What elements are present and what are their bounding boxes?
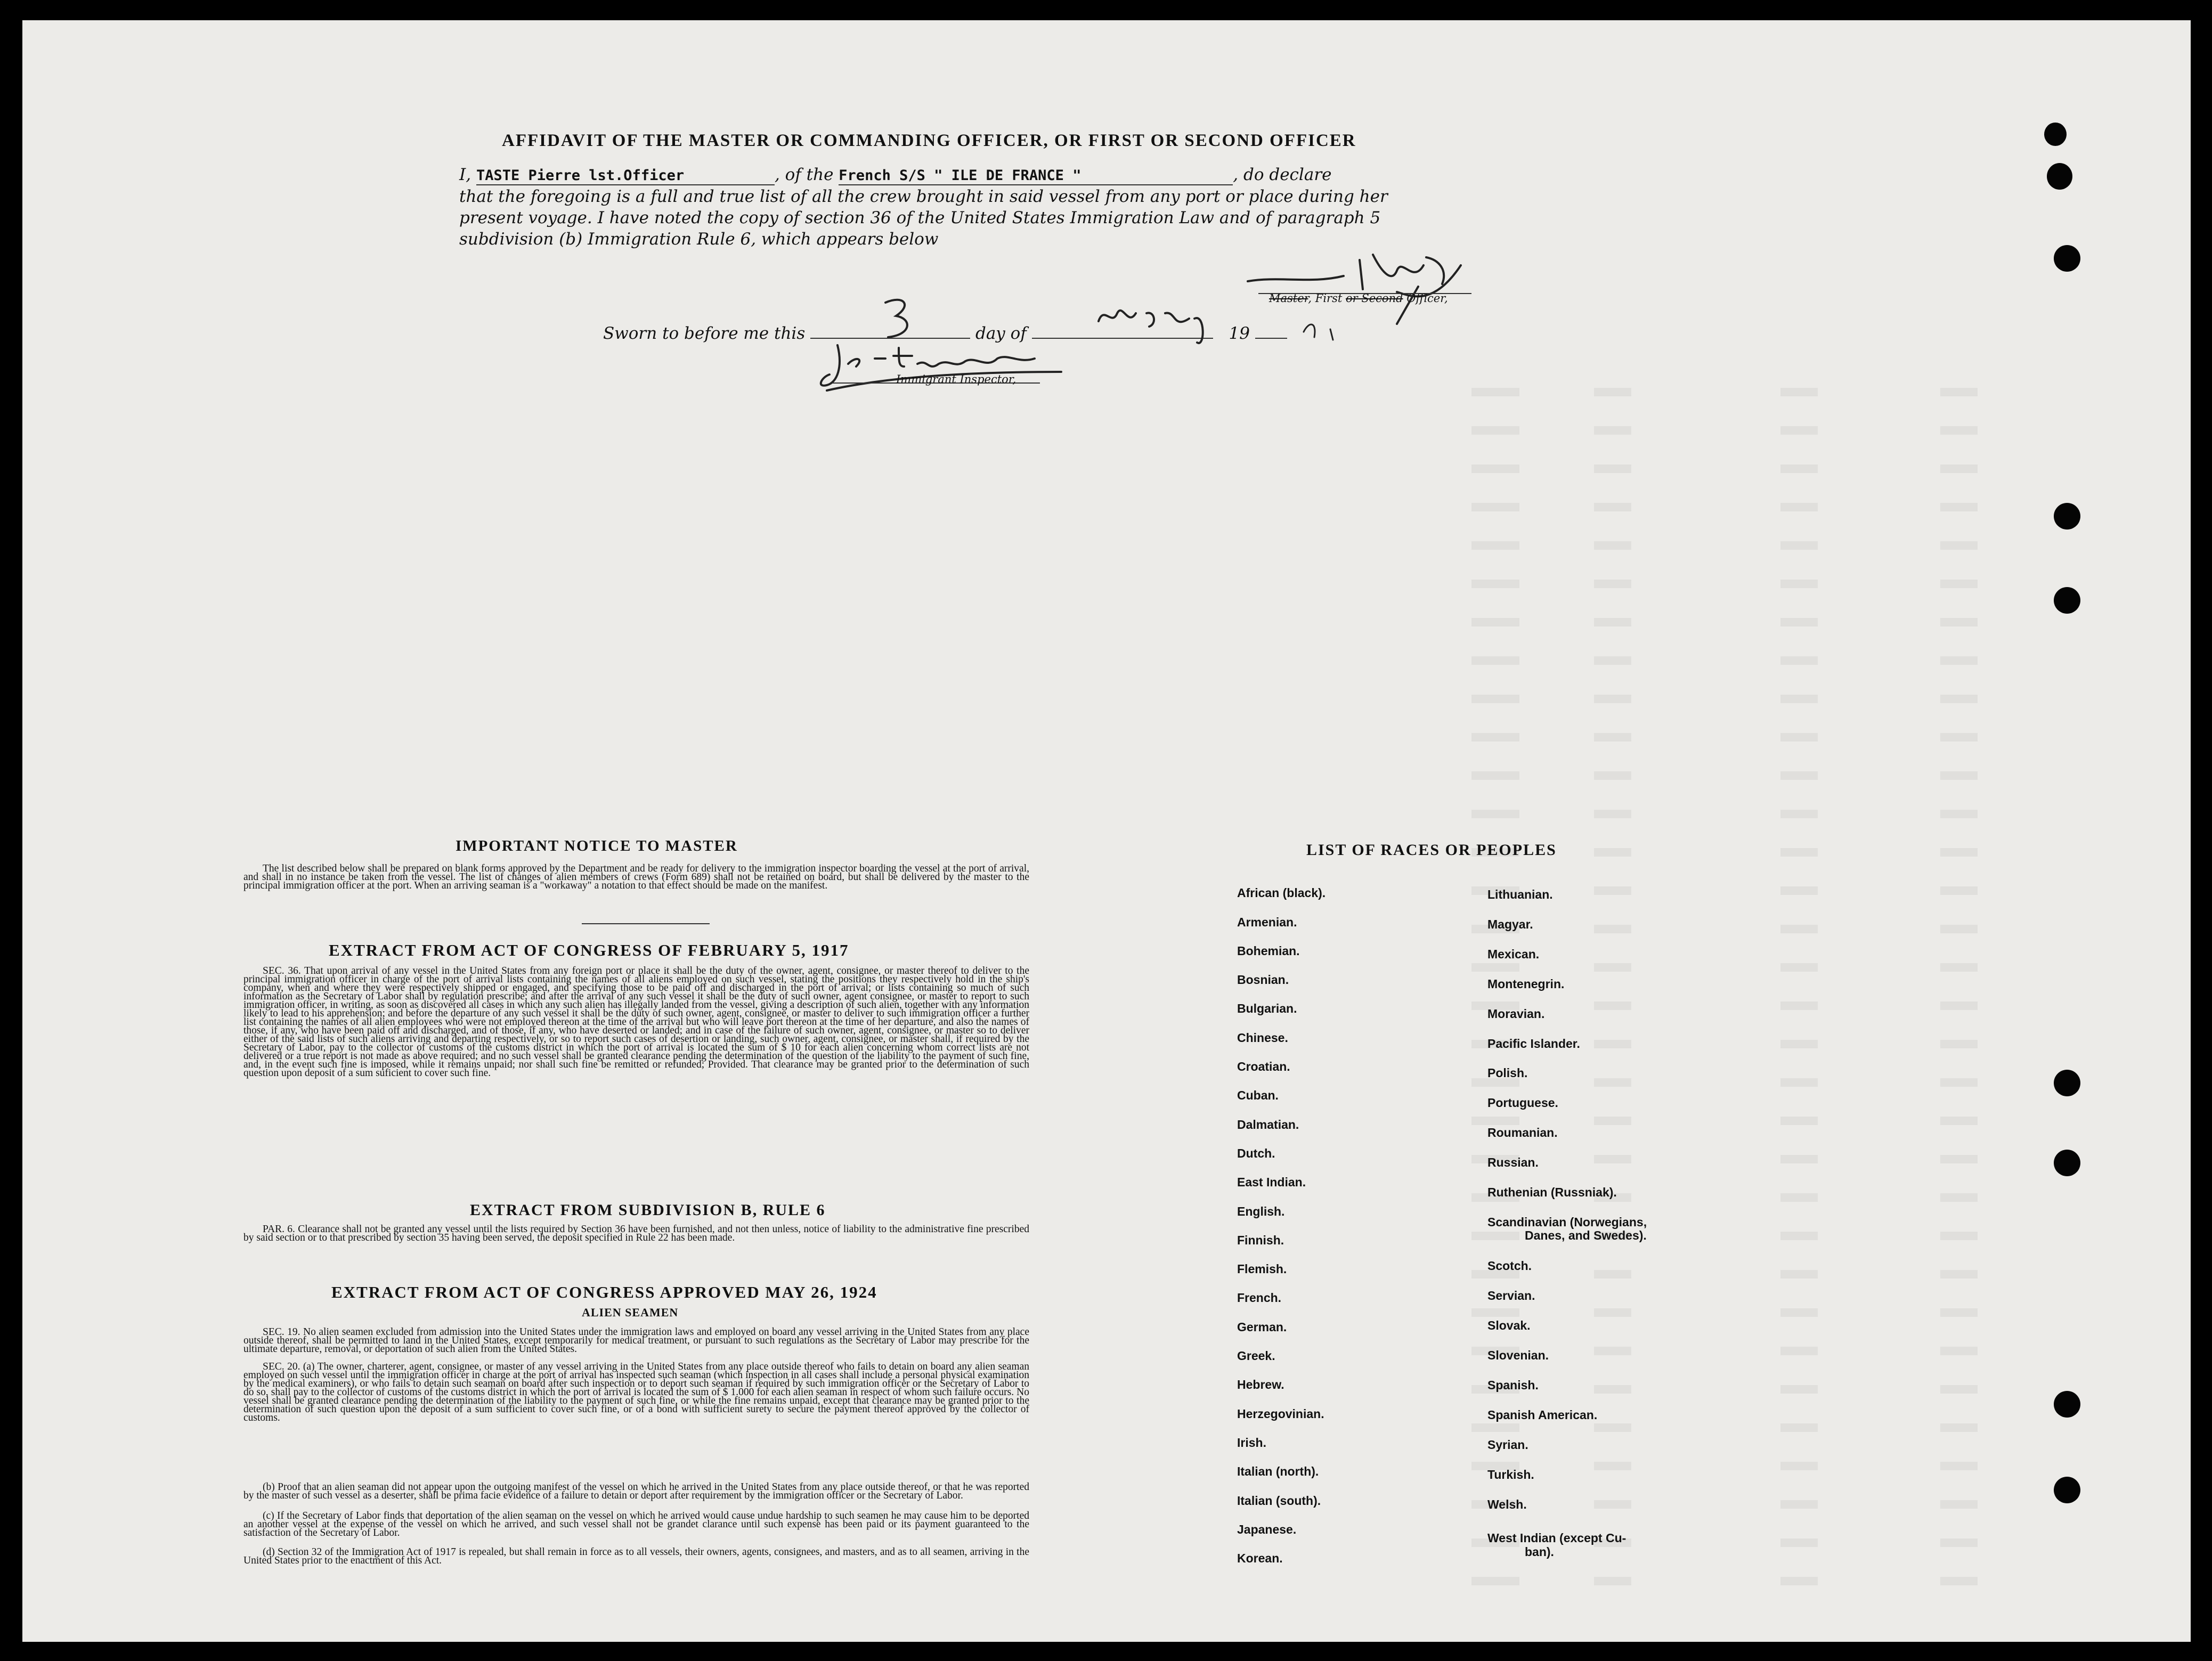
- bleed-through-mark: [1940, 925, 1978, 933]
- year-prefix: 19: [1229, 324, 1250, 343]
- bleed-through-mark: [1780, 810, 1818, 818]
- punch-hole: [2054, 1150, 2080, 1176]
- bleed-through-mark: [1594, 618, 1631, 626]
- punch-hole: [2044, 123, 2067, 146]
- race-item: Chinese.: [1237, 1031, 1288, 1045]
- bleed-through-mark: [1940, 963, 1978, 972]
- bleed-through-mark: [1594, 1117, 1631, 1125]
- bleed-through-mark: [1594, 1078, 1631, 1087]
- rule-6-title: EXTRACT FROM SUBDIVISION B, RULE 6: [470, 1201, 826, 1219]
- bleed-through-mark: [1594, 1270, 1631, 1279]
- bleed-through-mark: [1780, 925, 1818, 933]
- bleed-through-mark: [1471, 541, 1519, 550]
- bleed-through-mark: [1594, 1347, 1631, 1355]
- race-item: Spanish.: [1487, 1378, 1539, 1392]
- bleed-through-mark: [1594, 771, 1631, 780]
- race-item: East Indian.: [1237, 1175, 1306, 1189]
- bleed-through-mark: [1471, 1423, 1519, 1432]
- race-item: French.: [1237, 1291, 1282, 1305]
- race-item: Herzegovinian.: [1237, 1407, 1324, 1421]
- race-item: Slovak.: [1487, 1318, 1531, 1332]
- punch-hole: [2054, 587, 2080, 614]
- bleed-through-mark: [1940, 1270, 1978, 1279]
- bleed-through-mark: [1780, 848, 1818, 857]
- bleed-through-mark: [1940, 848, 1978, 857]
- notice-title: IMPORTANT NOTICE TO MASTER: [456, 837, 738, 854]
- race-item: African (black).: [1237, 886, 1326, 900]
- races-title: LIST OF RACES OR PEOPLES: [1306, 841, 1557, 859]
- bleed-through-mark: [1940, 426, 1978, 435]
- bleed-through-mark: [1594, 656, 1631, 665]
- bleed-through-mark: [1940, 1385, 1978, 1394]
- race-item: Hebrew.: [1237, 1378, 1284, 1391]
- race-item: Dalmatian.: [1237, 1118, 1299, 1131]
- race-item: Cuban.: [1237, 1088, 1279, 1102]
- bleed-through-mark: [1940, 1347, 1978, 1355]
- bleed-through-mark: [1780, 1462, 1818, 1470]
- sec-20d-text: (d) Section 32 of the Immigration Act of 1917 is repealed, but shall remain in force as to all vessels, their owners, agents, consignees, and masters, and as to all seamen, arriving in the United States prior to the enactment of this Act.: [243, 1546, 1029, 1566]
- affidavit-declaration-line: [459, 165, 1471, 185]
- bleed-through-mark: [1471, 618, 1519, 626]
- bleed-through-mark: [1780, 963, 1818, 972]
- race-item: Moravian.: [1487, 1007, 1545, 1021]
- race-item: Armenian.: [1237, 915, 1297, 929]
- bleed-through-mark: [1780, 1002, 1818, 1010]
- race-item: West Indian (except Cu-: [1487, 1531, 1627, 1545]
- bleed-through-mark: [1594, 886, 1631, 895]
- bleed-through-mark: [1940, 1232, 1978, 1240]
- bleed-through-mark: [1940, 695, 1978, 703]
- alien-seamen-subtitle: ALIEN SEAMEN: [582, 1306, 679, 1319]
- bleed-through-mark: [1471, 580, 1519, 588]
- bleed-through-mark: [1471, 810, 1519, 818]
- bleed-through-mark: [1594, 848, 1631, 857]
- bleed-through-mark: [1471, 503, 1519, 511]
- bleed-through-mark: [1594, 1500, 1631, 1509]
- bleed-through-mark: [1594, 695, 1631, 703]
- bleed-through-mark: [1940, 656, 1978, 665]
- race-item: Italian (south).: [1237, 1494, 1321, 1508]
- bleed-through-mark: [1594, 465, 1631, 473]
- race-item: German.: [1237, 1320, 1287, 1334]
- affidavit-text: , do declare: [1233, 165, 1332, 184]
- vessel-field: [839, 165, 1233, 185]
- bleed-through-mark: [1940, 733, 1978, 742]
- punch-hole: [2054, 245, 2080, 272]
- name-field: [476, 165, 775, 185]
- bleed-through-mark: [1471, 963, 1519, 972]
- bleed-through-mark: [1780, 388, 1818, 396]
- punch-hole: [2047, 163, 2072, 190]
- bleed-through-mark: [1780, 1577, 1818, 1585]
- bleed-through-mark: [1780, 695, 1818, 703]
- bleed-through-mark: [1940, 541, 1978, 550]
- bleed-through-mark: [1471, 1117, 1519, 1125]
- bleed-through-mark: [1780, 1078, 1818, 1087]
- bleed-through-mark: [1780, 426, 1818, 435]
- bleed-through-mark: [1780, 1500, 1818, 1509]
- bleed-through-mark: [1940, 1577, 1978, 1585]
- punch-hole: [2054, 1391, 2080, 1418]
- race-item: Polish.: [1487, 1066, 1528, 1080]
- bleed-through-mark: [1940, 1078, 1978, 1087]
- act-1917-title: EXTRACT FROM ACT OF CONGRESS OF FEBRUARY 5, 1917: [329, 941, 849, 959]
- bleed-through-mark: [1471, 733, 1519, 742]
- bleed-through-mark: [1780, 1155, 1818, 1163]
- race-item: ban).: [1525, 1545, 1554, 1559]
- race-item: Irish.: [1237, 1436, 1266, 1450]
- bleed-through-mark: [1594, 1040, 1631, 1048]
- race-item: Spanish American.: [1487, 1408, 1598, 1422]
- bleed-through-mark: [1780, 1423, 1818, 1432]
- punch-hole: [2054, 503, 2080, 530]
- affidavit-text: I,: [459, 165, 471, 184]
- bleed-through-mark: [1780, 580, 1818, 588]
- bleed-through-mark: [1940, 618, 1978, 626]
- bleed-through-mark: [1594, 426, 1631, 435]
- bleed-through-mark: [1940, 771, 1978, 780]
- race-item: Magyar.: [1487, 917, 1533, 931]
- divider: [582, 923, 710, 924]
- bleed-through-mark: [1471, 465, 1519, 473]
- bleed-through-mark: [1780, 886, 1818, 895]
- race-item: Croatian.: [1237, 1060, 1290, 1073]
- bleed-through-mark: [1471, 426, 1519, 435]
- struck-text: or Second: [1346, 292, 1403, 305]
- vessel-name-typed: French S/S " ILE DE FRANCE ": [839, 167, 1081, 184]
- bleed-through-mark: [1594, 1423, 1631, 1432]
- race-item: Servian.: [1487, 1289, 1535, 1302]
- bleed-through-mark: [1780, 1538, 1818, 1547]
- affidavit-text: present voyage. I have noted the copy of section 36 of the United States Immigration Law and of paragraph 5: [459, 208, 1381, 227]
- bleed-through-mark: [1940, 1500, 1978, 1509]
- bleed-through-mark: [1594, 1308, 1631, 1317]
- bleed-through-mark: [1471, 388, 1519, 396]
- bleed-through-mark: [1471, 1232, 1519, 1240]
- struck-text: Master: [1269, 292, 1308, 305]
- race-item: Welsh.: [1487, 1497, 1527, 1511]
- inspector-signature: [806, 335, 1083, 404]
- bleed-through-mark: [1940, 1155, 1978, 1163]
- bleed-through-mark: [1940, 1308, 1978, 1317]
- affidavit-title: AFFIDAVIT OF THE MASTER OR COMMANDING OFFICER, OR FIRST OR SECOND OFFICER: [502, 131, 1356, 150]
- inspector-label: Immigrant Inspector,: [896, 373, 1016, 386]
- bleed-through-mark: [1594, 733, 1631, 742]
- race-item: Ruthenian (Russniak).: [1487, 1185, 1617, 1199]
- bleed-through-mark: [1940, 1462, 1978, 1470]
- race-item: Italian (north).: [1237, 1464, 1319, 1478]
- bleed-through-mark: [1780, 1270, 1818, 1279]
- bleed-through-mark: [1940, 1538, 1978, 1547]
- bleed-through-mark: [1940, 1117, 1978, 1125]
- race-item: Scandinavian (Norwegians,: [1487, 1215, 1647, 1229]
- bleed-through-mark: [1594, 388, 1631, 396]
- bleed-through-mark: [1780, 503, 1818, 511]
- officer-name-typed: TASTE Pierre lst.Officer: [476, 167, 685, 184]
- bleed-through-mark: [1780, 541, 1818, 550]
- act-1917-body: SEC. 36. That upon arrival of any vessel in the United States from any foreign port or place it shall be the duty of the owner, agent, consignee, or master thereof to deliver to the principal immigration officer in charge of the port of arrival lists containing the names of all aliens employed on such vessel, stating the positions they respectively hold in the ship's company, when and where they were respectively shipped or engaged, and specifying those to be paid off and discharged in the port of arrival; or lists containing so much of such information as the Secretary of Labor shall by regulation prescribe; and after the arrival of any such vessel it shall be the duty of such owner, agent consignee, or master to report to such immigration officer, in writing, as soon as discovered all cases in which any such alien has illegally landed from the vessel, giving a description of such alien, together with any information likely to lead to his apprehension; and before the departure of any such vessel it shall be the duty of such owner, agent, consignee, or master to deliver to such immigration officer a further list containing the names of all alien employees who were not employed thereon at the time of the arrival but who will leave port thereon at the time of her departure, and also the names of those, if any, who have been paid off and discharged, and of those, if any, who have deserted or landed; and in case of the failure of such owner, agent, consignee, or master so to deliver either of the said lists of such aliens arriving and departing respectively, or so to report such cases of desertion or landing, such owner, agent, consignee, or master shall, if required by the Secretary of Labor, pay to the collector of customs of the customs district in which the port of arrival is located the sum of $ 10 for each alien concerning whom correct lists are not delivered or a true report is not made as above required; and no such vessel shall be granted clearance pending the determination of the question of the liability to the payment of such fine, and, in the event such fine is imposed, while it remains unpaid; nor shall such fine be remitted or refunded; Provided. That clearance may be granted prior to the determination of such question upon deposit of a sum suficient to cover such fine.: [243, 965, 1029, 1079]
- bleed-through-mark: [1780, 656, 1818, 665]
- bleed-through-mark: [1940, 886, 1978, 895]
- race-item: Turkish.: [1487, 1468, 1534, 1481]
- bleed-through-mark: [1940, 1193, 1978, 1202]
- affidavit-text: , of the: [774, 165, 834, 184]
- punch-hole: [2054, 1477, 2080, 1503]
- rule-6-body: PAR. 6. Clearance shall not be granted any vessel until the lists required by Section 36 have been furnished, and not then unless, notice of liability to the administrative fine prescribed by said section or to that prescribed by section 35 having been served, the deposit specified in Rule 22 has been made.: [243, 1224, 1029, 1243]
- act-1924-title: EXTRACT FROM ACT OF CONGRESS APPROVED MAY 26, 1924: [331, 1283, 877, 1301]
- day-of-label: day of: [975, 324, 1027, 343]
- bleed-through-mark: [1471, 695, 1519, 703]
- bleed-through-mark: [1780, 771, 1818, 780]
- bleed-through-mark: [1780, 1232, 1818, 1240]
- race-item: Portuguese.: [1487, 1096, 1558, 1110]
- bleed-through-mark: [1780, 1308, 1818, 1317]
- bleed-through-mark: [1780, 1385, 1818, 1394]
- race-item: Dutch.: [1237, 1146, 1275, 1160]
- race-item: Flemish.: [1237, 1262, 1287, 1276]
- bleed-through-mark: [1940, 1423, 1978, 1432]
- bleed-through-mark: [1594, 1462, 1631, 1470]
- race-item: Japanese.: [1237, 1522, 1297, 1536]
- race-item: Scotch.: [1487, 1259, 1532, 1273]
- race-item: Montenegrin.: [1487, 977, 1565, 991]
- punch-hole: [2054, 1070, 2080, 1096]
- bleed-through-mark: [1940, 1040, 1978, 1048]
- sec-20c-text: (c) If the Secretary of Labor finds that deportation of the alien seaman on the vessel on which he arrived would cause undue hardship to such seamen he may cause him to be deported an another vessel at the expense of the vessel on which he arrived, and such vessel shall not be grandet clarance until such expense has been paid or its payment guaranteed to the satisfaction of the Secretary of Labor.: [243, 1510, 1029, 1538]
- race-item: Greek.: [1237, 1349, 1275, 1363]
- bleed-through-mark: [1780, 733, 1818, 742]
- bleed-through-mark: [1594, 503, 1631, 511]
- bleed-through-mark: [1594, 541, 1631, 550]
- race-item: Korean.: [1237, 1551, 1283, 1565]
- race-item: Finnish.: [1237, 1233, 1284, 1247]
- race-item: Slovenian.: [1487, 1348, 1549, 1362]
- bleed-through-mark: [1940, 1002, 1978, 1010]
- bleed-through-mark: [1594, 1002, 1631, 1010]
- bleed-through-mark: [1780, 618, 1818, 626]
- bleed-through-mark: [1594, 580, 1631, 588]
- bleed-through-mark: [1780, 1040, 1818, 1048]
- bleed-through-mark: [1940, 465, 1978, 473]
- sec-20b-text: (b) Proof that an alien seaman did not appear upon the outgoing manifest of the vessel on which he arrived in the United States from any place outside thereof, or that he was reported by the master of such vessel as a deserter, shall be prima facie evidence of a failure to detain or deport after requirement by the immigration officer or the Secretary of Labor.: [243, 1481, 1029, 1501]
- caption-text: Officer,: [1406, 292, 1448, 305]
- bleed-through-mark: [1594, 963, 1631, 972]
- bleed-through-mark: [1780, 1117, 1818, 1125]
- bleed-through-mark: [1780, 1347, 1818, 1355]
- sec-20a-text: SEC. 20. (a) The owner, charterer, agent, consignee, or master of any vessel arriving in the United States from any place outside thereof who fails to detain on board any alien seaman employed on such vessel until the immigration officer in charge at the port of arrival has inspected such seaman (which inspection in all cases shall include a personal physical examination by the medical examiners), or who fails to detain such seaman on board after such inspection or to deport such seaman if required by such immigration officer or the Secretary of Labor to do so, shall pay to the collector of customs of the customs district in which the port of arrival is located the sum of $ 1.000 for each alien seaman in respect of whom such failure occurs. No vessel shall be granted clearance pending the determination of the liability to the payment of such fine, or while the fine remains unpaid, except that clearance may be granted prior to the determination of such question upon the deposit of a sum sufficient to cover such fine, or of a bond with sufficient surety to secure the payment thereof approved by the collector of customs.: [243, 1361, 1029, 1423]
- bleed-through-mark: [1594, 1385, 1631, 1394]
- bleed-through-mark: [1940, 580, 1978, 588]
- bleed-through-mark: [1594, 810, 1631, 818]
- bleed-through-mark: [1594, 925, 1631, 933]
- bleed-through-mark: [1471, 1577, 1519, 1585]
- bleed-through-mark: [1471, 771, 1519, 780]
- race-item: Lithuanian.: [1487, 888, 1553, 901]
- affidavit-text: subdivision (b) Immigration Rule 6, which appears below: [459, 230, 939, 249]
- race-item: English.: [1237, 1204, 1285, 1218]
- bleed-through-mark: [1940, 388, 1978, 396]
- bleed-through-mark: [1471, 1308, 1519, 1317]
- bleed-through-mark: [1780, 465, 1818, 473]
- bleed-through-mark: [1471, 656, 1519, 665]
- bleed-through-mark: [1594, 1577, 1631, 1585]
- bleed-through-mark: [1780, 1193, 1818, 1202]
- race-item: Roumanian.: [1487, 1126, 1558, 1139]
- race-item: Russian.: [1487, 1155, 1539, 1169]
- notice-body: The list described below shall be prepared on blank forms approved by the Department and be ready for delivery to the immigration inspector boarding the vessel at the port of arrival, and shall in no instance be taken from the vessel. The list of changes of alien members of crews (Form 689) shall not be retained on board, but shall be delivered by the master to the principal immigration officer at the port. When an arriving seaman is a "workaway" a notation to that effect should be made on the manifest.: [243, 863, 1029, 891]
- race-item: Pacific Islander.: [1487, 1037, 1580, 1051]
- race-item: Bulgarian.: [1237, 1002, 1297, 1015]
- caption-text: , First: [1308, 292, 1343, 305]
- race-item: Bohemian.: [1237, 944, 1300, 958]
- race-item: Syrian.: [1487, 1438, 1528, 1452]
- race-item: Danes, and Swedes).: [1525, 1228, 1647, 1242]
- bleed-through-mark: [1940, 503, 1978, 511]
- document-page: [22, 20, 2191, 1642]
- race-item: Bosnian.: [1237, 973, 1289, 987]
- affidavit-text: that the foregoing is a full and true list of all the crew brought in said vessel from any port or place during her: [459, 187, 1388, 206]
- sec-19-text: SEC. 19. No alien seamen excluded from admission into the United States under the immigration laws and employed on board any vessel arriving in the United States from any place outside thereof, shall be permitted to land in the United States, except temporarily for medical treatment, or pursuant to such regulations as the Secretary of Labor may prescribe for the ultimate departure, removal, or deportation of such alien from the United States.: [243, 1326, 1029, 1355]
- bleed-through-mark: [1940, 810, 1978, 818]
- sworn-label: Sworn to before me this: [603, 324, 806, 343]
- race-item: Mexican.: [1487, 947, 1540, 961]
- bleed-through-mark: [1594, 1155, 1631, 1163]
